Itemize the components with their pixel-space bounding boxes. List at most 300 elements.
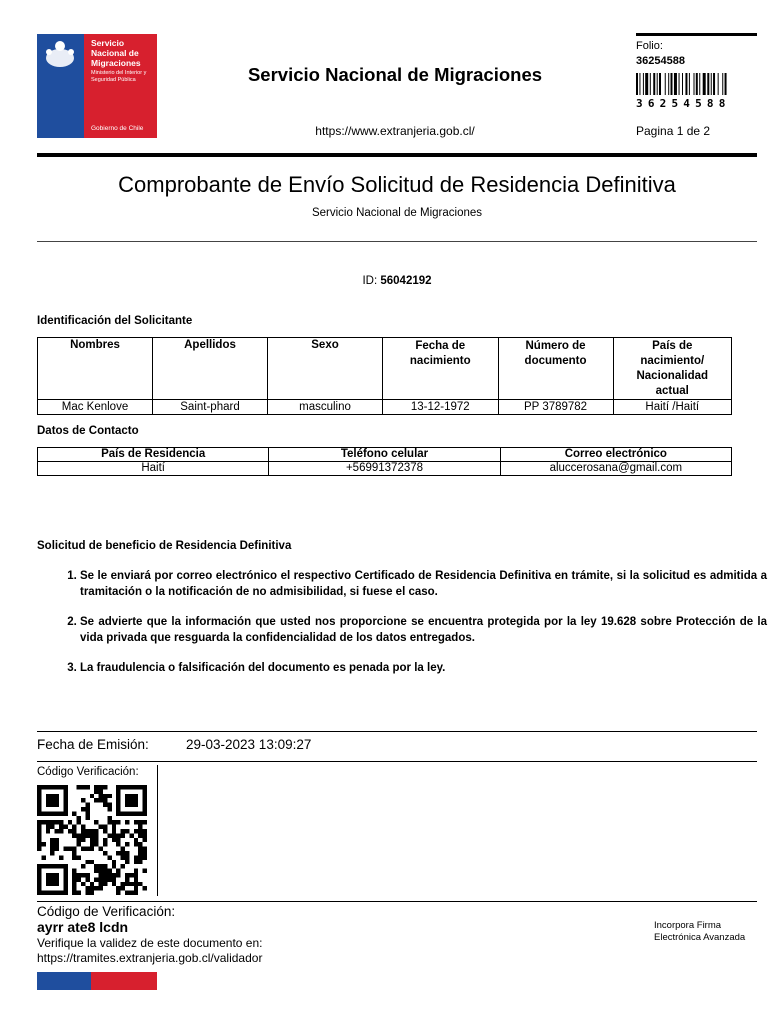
qr-module (46, 829, 50, 833)
qr-module (90, 847, 94, 851)
qr-module (134, 785, 138, 789)
flag-stripe (37, 972, 157, 990)
qr-module (138, 882, 142, 886)
qr-module (50, 882, 54, 886)
qr-module (134, 811, 138, 815)
qr-module (81, 825, 85, 829)
qr-module (134, 794, 138, 798)
qr-module (94, 785, 98, 789)
qr-module (103, 785, 107, 789)
qr-module (90, 838, 94, 842)
qr-module (107, 803, 111, 807)
qr-module (63, 886, 67, 890)
section-heading-contacto: Datos de Contacto (37, 425, 139, 437)
barcode-bar (671, 73, 673, 95)
qr-module (81, 847, 85, 851)
list-item: 2. Se advierte que la información que usted nos proporcione se encuentra protegida por la ley 19.628 sobre Protección de la vida privada que resguarda la confidencialidad de los datos entregados. (80, 615, 767, 646)
qr-module (134, 886, 138, 890)
qr-module (41, 811, 45, 815)
qr-module (81, 882, 85, 886)
qr-module (125, 877, 129, 881)
qr-module (37, 869, 41, 873)
qr-module (129, 891, 133, 895)
emision-bottom-rule (37, 761, 757, 762)
qr-module (77, 785, 81, 789)
qr-module (138, 825, 142, 829)
col-nombres: Nombres (38, 338, 153, 400)
qr-module (121, 886, 125, 890)
qr-module (129, 811, 133, 815)
col-pais-residencia: País de Residencia (38, 448, 269, 462)
qr-module (134, 820, 138, 824)
qr-module (134, 798, 138, 802)
footer-rule (37, 901, 757, 902)
qr-module (112, 882, 116, 886)
qr-module (63, 807, 67, 811)
qr-module (50, 864, 54, 868)
qr-module (59, 820, 63, 824)
header-title: Servicio Nacional de Migraciones (247, 64, 543, 85)
qr-module (99, 798, 103, 802)
qr-module (121, 864, 125, 868)
qr-module (72, 825, 76, 829)
qr-module (116, 891, 120, 895)
qr-module (72, 851, 76, 855)
qr-module (55, 798, 59, 802)
qr-module (90, 891, 94, 895)
qr-module (90, 842, 94, 846)
qr-module (50, 873, 54, 877)
qr-module (77, 816, 81, 820)
qr-module (99, 847, 103, 851)
qr-module (41, 891, 45, 895)
qr-module (116, 798, 120, 802)
qr-module (107, 877, 111, 881)
barcode-bar (685, 73, 687, 95)
barcode-bar (682, 73, 683, 95)
qr-module (77, 891, 81, 895)
qr-module (94, 869, 98, 873)
qr-module (46, 820, 50, 824)
qr-module (37, 798, 41, 802)
qr-module (81, 798, 85, 802)
qr-module (85, 811, 89, 815)
qr-module (90, 886, 94, 890)
qr-module (134, 803, 138, 807)
cell-telefono: +56991372378 (269, 462, 500, 476)
qr-module (121, 882, 125, 886)
codigo-value: ayrr ate8 lcdn (37, 919, 129, 935)
qr-module (112, 860, 116, 864)
qr-module (37, 803, 41, 807)
header-url[interactable]: https://www.extranjeria.gob.cl/ (315, 124, 475, 138)
qr-module (72, 886, 76, 890)
qr-module (85, 847, 89, 851)
cell-pais-nacimiento: Haití /Haití (613, 400, 731, 415)
request-id-label: ID: (362, 275, 378, 287)
qr-module (103, 877, 107, 881)
barcode-bar (725, 73, 727, 95)
qr-module (50, 847, 54, 851)
qr-code-icon[interactable] (37, 785, 147, 895)
qr-module (68, 847, 72, 851)
qr-module (55, 829, 59, 833)
qr-module (55, 820, 59, 824)
qr-module (121, 785, 125, 789)
qr-module (112, 877, 116, 881)
qr-module (59, 811, 63, 815)
qr-module (103, 873, 107, 877)
qr-module (55, 811, 59, 815)
qr-module (94, 798, 98, 802)
qr-module (143, 869, 147, 873)
qr-module (125, 873, 129, 877)
barcode-bar (639, 73, 640, 95)
qr-module (143, 785, 147, 789)
qr-module (138, 855, 142, 859)
qr-module (134, 869, 138, 873)
qr-module (143, 833, 147, 837)
barcode-bar (659, 73, 661, 95)
flag-red-band (91, 972, 157, 990)
validador-link[interactable]: https://tramites.extranjeria.gob.cl/validador (37, 951, 263, 965)
barcode-bar (643, 73, 644, 95)
qr-module (134, 829, 138, 833)
qr-module (99, 785, 103, 789)
qr-module (85, 891, 89, 895)
qr-module (143, 803, 147, 807)
cell-pais-residencia: Haití (38, 462, 269, 476)
qr-module (129, 798, 133, 802)
solicitante-table (37, 337, 732, 415)
contacto-table (37, 447, 732, 476)
qr-module (50, 803, 54, 807)
qr-module (37, 882, 41, 886)
qr-module (116, 869, 120, 873)
qr-module (129, 873, 133, 877)
qr-module (41, 855, 45, 859)
qr-module (116, 811, 120, 815)
qr-module (85, 860, 89, 864)
qr-module (63, 873, 67, 877)
qr-module (143, 851, 147, 855)
qr-module (129, 785, 133, 789)
table-header-row (38, 448, 732, 462)
qr-module (72, 855, 76, 859)
qr-module (46, 891, 50, 895)
qr-module (121, 851, 125, 855)
qr-module (55, 873, 59, 877)
qr-module (125, 794, 129, 798)
qr-module (103, 825, 107, 829)
col-correo: Correo electrónico (500, 448, 731, 462)
col-telefono: Teléfono celular (269, 448, 500, 462)
qr-module (99, 886, 103, 890)
qr-module (63, 864, 67, 868)
qr-module (37, 886, 41, 890)
solicitud-notes (37, 569, 767, 692)
barcode-bar (713, 73, 715, 95)
qr-module (55, 838, 59, 842)
qr-module (94, 833, 98, 837)
qr-module (121, 833, 125, 837)
qr-module (85, 816, 89, 820)
qr-module (72, 873, 76, 877)
qr-module (81, 807, 85, 811)
barcode-bar (694, 73, 695, 95)
qr-module (107, 873, 111, 877)
qr-module (99, 869, 103, 873)
qr-module (99, 825, 103, 829)
verifique-text: Verifique la validez de este documento en: (37, 936, 263, 950)
qr-module (94, 789, 98, 793)
qr-module (77, 873, 81, 877)
qr-module (50, 838, 54, 842)
qr-module (46, 794, 50, 798)
qr-module (46, 825, 50, 829)
list-item: 3. La fraudulencia o falsificación del documento es penada por la ley. (80, 661, 767, 677)
qr-module (112, 873, 116, 877)
qr-module (72, 882, 76, 886)
qr-module (138, 833, 142, 837)
qr-module (107, 794, 111, 798)
table-header-row (38, 338, 732, 400)
barcode-bar (718, 73, 719, 95)
barcode-bar (636, 73, 638, 95)
qr-module (50, 785, 54, 789)
qr-module (50, 877, 54, 881)
qr-module (37, 820, 41, 824)
qr-module (37, 789, 41, 793)
qr-module (116, 785, 120, 789)
qr-module (81, 864, 85, 868)
qr-module (63, 877, 67, 881)
title-divider (37, 241, 757, 242)
qr-module (85, 833, 89, 837)
qr-module (55, 882, 59, 886)
qr-module (50, 851, 54, 855)
qr-module (50, 811, 54, 815)
qr-module (63, 882, 67, 886)
qr-module (77, 842, 81, 846)
qr-module (37, 785, 41, 789)
qr-module (55, 877, 59, 881)
qr-module (103, 838, 107, 842)
qr-module (50, 820, 54, 824)
qr-module (116, 838, 120, 842)
qr-module (103, 869, 107, 873)
qr-module (116, 833, 120, 837)
qr-module (134, 891, 138, 895)
qr-module (121, 847, 125, 851)
barcode-bar (679, 73, 680, 95)
qr-module (107, 807, 111, 811)
qr-module (50, 825, 54, 829)
qr-module (138, 847, 142, 851)
barcode-icon (636, 73, 754, 95)
qr-module (116, 842, 120, 846)
qr-module (37, 829, 41, 833)
qr-module (81, 838, 85, 842)
qr-module (103, 882, 107, 886)
qr-module (81, 833, 85, 837)
qr-module (112, 820, 116, 824)
qr-module (112, 838, 116, 842)
qr-module (41, 864, 45, 868)
qr-module (107, 820, 111, 824)
qr-module (37, 833, 41, 837)
qr-module (134, 842, 138, 846)
qr-module (41, 820, 45, 824)
qr-module (143, 886, 147, 890)
qr-module (72, 829, 76, 833)
flag-blue-band (37, 972, 91, 990)
qr-module (107, 855, 111, 859)
qr-module (90, 833, 94, 837)
qr-module (90, 794, 94, 798)
barcode-bar (674, 73, 677, 95)
qr-module (81, 785, 85, 789)
qr-module (63, 847, 67, 851)
logo-blue-panel (37, 34, 84, 138)
qr-module (90, 860, 94, 864)
qr-module (72, 847, 76, 851)
qr-module (72, 877, 76, 881)
qr-module (121, 811, 125, 815)
qr-module (125, 891, 129, 895)
qr-module (63, 869, 67, 873)
qr-module (134, 882, 138, 886)
qr-module (103, 794, 107, 798)
qr-module (77, 838, 81, 842)
barcode-bar (722, 73, 723, 95)
qr-module (103, 803, 107, 807)
qr-module (138, 829, 142, 833)
qr-module (99, 882, 103, 886)
qr-module (125, 785, 129, 789)
qr-module (63, 794, 67, 798)
qr-module (37, 891, 41, 895)
qr-module (103, 851, 107, 855)
qr-module (55, 794, 59, 798)
qr-module (103, 829, 107, 833)
col-pais-nacimiento: País de nacimiento/ Nacionalidad actual (613, 338, 731, 400)
qr-module (68, 829, 72, 833)
barcode-bar (711, 73, 712, 95)
qr-module (129, 882, 133, 886)
qr-module (143, 794, 147, 798)
barcode-bar (650, 73, 651, 95)
qr-module (129, 803, 133, 807)
qr-module (85, 886, 89, 890)
qr-module (72, 811, 76, 815)
qr-module (125, 803, 129, 807)
qr-module (59, 825, 63, 829)
qr-module (121, 829, 125, 833)
barcode-bar (696, 73, 698, 95)
qr-module (99, 794, 103, 798)
qr-module (121, 855, 125, 859)
barcode-bar (668, 73, 669, 95)
qr-module (143, 798, 147, 802)
qr-module (41, 842, 45, 846)
qr-module (59, 785, 63, 789)
qr-module (134, 873, 138, 877)
qr-module (125, 798, 129, 802)
logo-service-name: Servicio Nacional de Migraciones (91, 38, 141, 68)
qr-module (77, 820, 81, 824)
qr-module (143, 811, 147, 815)
qr-module (94, 864, 98, 868)
col-fecha-nacimiento: Fecha de nacimiento (383, 338, 499, 400)
barcode-bar (657, 73, 658, 95)
cell-numero-documento: PP 3789782 (498, 400, 613, 415)
qr-module (116, 851, 120, 855)
qr-module (72, 833, 76, 837)
qr-module (125, 811, 129, 815)
qr-module (37, 873, 41, 877)
document-title: Comprobante de Envío Solicitud de Residencia Definitiva (118, 172, 676, 197)
qr-module (125, 860, 129, 864)
qr-module (112, 833, 116, 837)
cell-correo: aluccerosana@gmail.com (500, 462, 731, 476)
qr-module (41, 785, 45, 789)
qr-module (99, 864, 103, 868)
qr-module (134, 877, 138, 881)
page-number: Pagina 1 de 2 (636, 124, 711, 138)
qr-module (81, 829, 85, 833)
qr-module (37, 864, 41, 868)
qr-module (112, 829, 116, 833)
qr-module (103, 798, 107, 802)
coat-of-arms-icon (37, 34, 84, 74)
barcode-bar (699, 73, 700, 95)
government-logo (37, 34, 157, 138)
qr-module (59, 855, 63, 859)
qr-module (99, 877, 103, 881)
qr-module (46, 882, 50, 886)
qr-module (94, 842, 98, 846)
qr-module (59, 891, 63, 895)
fecha-emision-label: Fecha de Emisión: (37, 737, 149, 752)
qr-module (77, 833, 81, 837)
col-apellidos: Apellidos (153, 338, 268, 400)
table-row (38, 462, 732, 476)
qr-module (77, 855, 81, 859)
col-sexo: Sexo (268, 338, 383, 400)
qr-module (143, 807, 147, 811)
qr-module (94, 820, 98, 824)
qr-module (55, 785, 59, 789)
qr-module (143, 838, 147, 842)
folio-label: Folio: (636, 40, 663, 52)
qr-module (125, 855, 129, 859)
qr-module (85, 873, 89, 877)
qr-module (134, 860, 138, 864)
qr-module (116, 807, 120, 811)
qr-module (46, 803, 50, 807)
cell-sexo: masculino (268, 400, 383, 415)
qr-module (68, 820, 72, 824)
qr-module (37, 811, 41, 815)
barcode-bar (653, 73, 655, 95)
qr-module (103, 842, 107, 846)
qr-module (116, 886, 120, 890)
qr-module (63, 803, 67, 807)
section-heading-solicitud: Solicitud de beneficio de Residencia Definitiva (37, 540, 292, 552)
qr-module (37, 794, 41, 798)
qr-module (37, 877, 41, 881)
